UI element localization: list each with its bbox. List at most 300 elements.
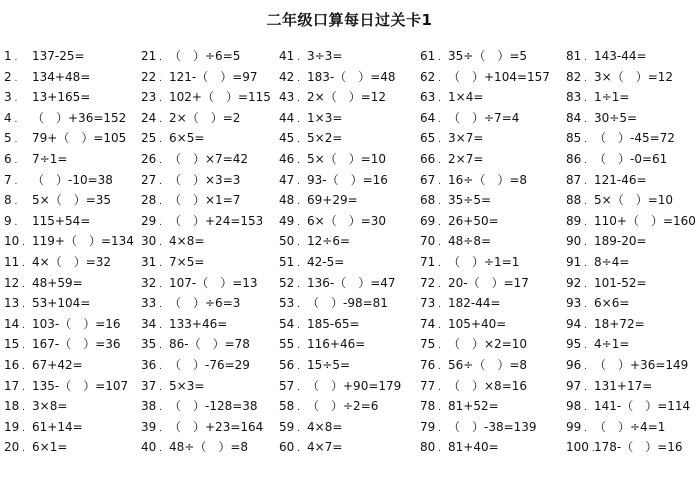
- problem-number: 23 .: [141, 87, 169, 110]
- problem-number: 19 .: [4, 417, 32, 440]
- problem-item: [141, 128, 281, 149]
- problem-item: [566, 67, 699, 88]
- problem-item: [566, 108, 699, 129]
- problem-item: [279, 128, 419, 149]
- problem-item: [566, 46, 699, 67]
- problem-expression: 26+50=: [448, 213, 499, 228]
- problem-number: 87 .: [566, 170, 594, 193]
- problem-expression: 53+104=: [32, 296, 91, 311]
- problem-expression: 12÷6=: [307, 234, 351, 249]
- problem-item: [4, 211, 144, 232]
- problem-expression: （ ）÷1=1: [448, 254, 520, 269]
- problem-number: 72 .: [420, 273, 448, 296]
- problem-item: [141, 108, 281, 129]
- problem-item: [4, 149, 144, 170]
- problem-expression: 136-（ ）=47: [307, 275, 396, 290]
- problem-expression: 69+29=: [307, 193, 358, 208]
- problem-expression: 3÷3=: [307, 49, 343, 63]
- problem-number: 47 .: [279, 170, 307, 193]
- problem-expression: 1×3=: [307, 110, 343, 125]
- problem-number: 59 .: [279, 417, 307, 440]
- problem-item: [566, 231, 699, 252]
- problem-number: 13 .: [4, 293, 32, 316]
- problem-number: 79 .: [420, 417, 448, 440]
- problem-expression: 1÷1=: [594, 90, 630, 105]
- problem-item: [420, 273, 560, 294]
- problem-item: [420, 108, 560, 129]
- problem-number: 55 .: [279, 334, 307, 357]
- problem-item: [141, 376, 281, 397]
- problem-number: 27 .: [141, 170, 169, 193]
- problem-expression: 48+59=: [32, 275, 83, 290]
- problem-number: 25 .: [141, 128, 169, 151]
- problem-item: [279, 149, 419, 170]
- problem-expression: 81+52=: [448, 399, 499, 414]
- problem-number: 84 .: [566, 108, 594, 131]
- problem-number: 41 .: [279, 46, 307, 69]
- problem-number: 66 .: [420, 149, 448, 172]
- problem-number: 97 .: [566, 376, 594, 399]
- problem-item: [566, 273, 699, 294]
- problem-number: 1 .: [4, 46, 32, 69]
- problem-expression: 6×5=: [169, 131, 205, 146]
- problem-number: 75 .: [420, 334, 448, 357]
- problem-expression: 6×1=: [32, 440, 68, 455]
- problem-expression: 48÷8=: [448, 234, 492, 249]
- problem-item: [4, 396, 144, 417]
- problem-expression: 5×3=: [169, 378, 205, 393]
- problem-item: [279, 293, 419, 314]
- problem-number: 40 .: [141, 437, 169, 460]
- problem-expression: （ ）-98=81: [307, 296, 388, 311]
- problem-expression: 4×7=: [307, 440, 343, 455]
- problem-number: 58 .: [279, 396, 307, 419]
- problem-item: [4, 355, 144, 376]
- problem-expression: （ ）-0=61: [594, 151, 668, 166]
- problem-number: 65 .: [420, 128, 448, 151]
- problem-number: 82 .: [566, 67, 594, 90]
- problem-item: [4, 128, 144, 149]
- problem-expression: 67+42=: [32, 357, 83, 372]
- problem-expression: 189-20=: [594, 234, 647, 249]
- problem-number: 15 .: [4, 334, 32, 357]
- problem-number: 21 .: [141, 46, 169, 69]
- problem-number: 29 .: [141, 211, 169, 234]
- problem-number: 62 .: [420, 67, 448, 90]
- problem-number: 85 .: [566, 128, 594, 151]
- problem-expression: 6×（ ）=30: [307, 213, 387, 228]
- problem-number: 2 .: [4, 67, 32, 90]
- problem-number: 96 .: [566, 355, 594, 378]
- problem-expression: （ ）×7=42: [169, 151, 249, 166]
- problem-item: [566, 417, 699, 438]
- problem-item: [420, 231, 560, 252]
- problem-column: [141, 46, 281, 458]
- problem-expression: （ ）+104=157: [448, 69, 550, 84]
- problem-item: [566, 376, 699, 397]
- problem-item: [141, 334, 281, 355]
- problem-item: [566, 293, 699, 314]
- problem-expression: （ ）×2=10: [448, 337, 528, 352]
- problem-expression: 119+（ ）=134: [32, 234, 134, 249]
- problem-expression: （ ）÷2=6: [307, 399, 379, 414]
- problem-item: [566, 170, 699, 191]
- problem-number: 56 .: [279, 355, 307, 378]
- problem-number: 91 .: [566, 252, 594, 275]
- problem-item: [4, 293, 144, 314]
- problem-number: 46 .: [279, 149, 307, 172]
- problem-number: 18 .: [4, 396, 32, 419]
- problem-expression: 121-（ ）=97: [169, 69, 258, 84]
- problem-expression: 4×8=: [307, 419, 343, 434]
- problem-item: [4, 437, 144, 458]
- problem-column: [420, 46, 560, 458]
- problem-expression: 167-（ ）=36: [32, 337, 121, 352]
- problem-item: [420, 437, 560, 458]
- problem-item: [141, 314, 281, 335]
- problem-expression: 103-（ ）=16: [32, 316, 121, 331]
- problem-number: 73 .: [420, 293, 448, 316]
- problem-item: [4, 170, 144, 191]
- problem-expression: 185-65=: [307, 316, 360, 331]
- problem-number: 28 .: [141, 190, 169, 213]
- problem-number: 52 .: [279, 273, 307, 296]
- problem-number: 81 .: [566, 46, 594, 69]
- problem-number: 60 .: [279, 437, 307, 460]
- problem-expression: （ ）÷6=5: [169, 49, 241, 63]
- problem-item: [141, 252, 281, 273]
- problem-item: [420, 252, 560, 273]
- problem-number: 10 .: [4, 231, 32, 254]
- problem-expression: （ ）×1=7: [169, 193, 241, 208]
- problem-expression: 86-（ ）=78: [169, 337, 250, 352]
- problem-expression: 143-44=: [594, 49, 647, 63]
- problem-number: 17 .: [4, 376, 32, 399]
- problem-item: [566, 334, 699, 355]
- problem-number: 12 .: [4, 273, 32, 296]
- problem-item: [4, 334, 144, 355]
- problem-expression: （ ）+23=164: [169, 419, 264, 434]
- problem-expression: 5×（ ）=10: [594, 193, 674, 208]
- problem-expression: 6×6=: [594, 296, 630, 311]
- problem-item: [566, 252, 699, 273]
- problem-number: 61 .: [420, 46, 448, 69]
- problem-expression: 102+（ ）=115: [169, 90, 271, 105]
- problem-number: 54 .: [279, 314, 307, 337]
- problem-expression: （ ）+36=152: [32, 110, 127, 125]
- problem-expression: 42-5=: [307, 254, 345, 269]
- problem-item: [566, 396, 699, 417]
- problem-expression: 137-25=: [32, 49, 85, 63]
- problem-expression: 8÷4=: [594, 254, 630, 269]
- problem-item: [420, 334, 560, 355]
- problem-item: [141, 67, 281, 88]
- problem-number: 89 .: [566, 211, 594, 234]
- problem-item: [420, 355, 560, 376]
- problem-item: [4, 417, 144, 438]
- problem-number: 64 .: [420, 108, 448, 131]
- problem-number: 69 .: [420, 211, 448, 234]
- problem-item: [141, 170, 281, 191]
- problem-expression: 178-（ ）=16: [594, 440, 683, 455]
- problem-number: 14 .: [4, 314, 32, 337]
- problem-number: 37 .: [141, 376, 169, 399]
- problem-item: [420, 293, 560, 314]
- problem-number: 92 .: [566, 273, 594, 296]
- problem-item: [4, 87, 144, 108]
- problem-expression: 3×8=: [32, 399, 68, 414]
- problem-number: 76 .: [420, 355, 448, 378]
- problem-item: [566, 211, 699, 232]
- problem-number: 44 .: [279, 108, 307, 131]
- problem-number: 9 .: [4, 211, 32, 234]
- problem-expression: 5×2=: [307, 131, 343, 146]
- problem-expression: 116+46=: [307, 337, 366, 352]
- problem-number: 36 .: [141, 355, 169, 378]
- problem-item: [279, 334, 419, 355]
- problem-item: [279, 355, 419, 376]
- problem-column: [4, 46, 144, 458]
- problem-expression: 18+72=: [594, 316, 645, 331]
- problem-item: [279, 87, 419, 108]
- problem-expression: 135-（ ）=107: [32, 378, 129, 393]
- problem-item: [420, 87, 560, 108]
- problem-item: [420, 149, 560, 170]
- problem-expression: （ ）÷7=4: [448, 110, 520, 125]
- problem-item: [141, 396, 281, 417]
- problem-item: [141, 273, 281, 294]
- problem-number: 68 .: [420, 190, 448, 213]
- problem-expression: 13+165=: [32, 90, 91, 105]
- problem-number: 53 .: [279, 293, 307, 316]
- problem-number: 83 .: [566, 87, 594, 110]
- problem-number: 94 .: [566, 314, 594, 337]
- problem-number: 35 .: [141, 334, 169, 357]
- problem-item: [420, 211, 560, 232]
- problem-number: 57 .: [279, 376, 307, 399]
- problem-item: [279, 314, 419, 335]
- problem-number: 43 .: [279, 87, 307, 110]
- problem-expression: 182-44=: [448, 296, 501, 311]
- problem-number: 71 .: [420, 252, 448, 275]
- problem-item: [420, 128, 560, 149]
- problem-number: 48 .: [279, 190, 307, 213]
- problem-number: 63 .: [420, 87, 448, 110]
- problem-item: [4, 190, 144, 211]
- problem-expression: 141-（ ）=114: [594, 399, 691, 414]
- problem-expression: 131+17=: [594, 378, 653, 393]
- problem-item: [4, 314, 144, 335]
- problem-number: 86 .: [566, 149, 594, 172]
- problem-expression: 5×（ ）=35: [32, 193, 112, 208]
- problem-expression: 35÷（ ）=5: [448, 49, 528, 63]
- problem-expression: 133+46=: [169, 316, 228, 331]
- problem-expression: 5×（ ）=10: [307, 151, 387, 166]
- problem-item: [279, 252, 419, 273]
- problem-number: 98 .: [566, 396, 594, 419]
- problem-item: [141, 190, 281, 211]
- problem-number: 24 .: [141, 108, 169, 131]
- problem-expression: 48÷（ ）=8: [169, 440, 249, 455]
- problem-number: 7 .: [4, 170, 32, 193]
- problem-number: 49 .: [279, 211, 307, 234]
- problem-expression: 105+40=: [448, 316, 507, 331]
- problem-item: [141, 437, 281, 458]
- problem-expression: （ ）-128=38: [169, 399, 258, 414]
- problem-expression: （ ）-76=29: [169, 357, 250, 372]
- problem-item: [566, 149, 699, 170]
- problem-number: 5 .: [4, 128, 32, 151]
- problem-item: [420, 417, 560, 438]
- problem-number: 70 .: [420, 231, 448, 254]
- problem-item: [279, 170, 419, 191]
- problem-number: 11 .: [4, 252, 32, 275]
- problem-number: 99 .: [566, 417, 594, 440]
- problem-number: 50 .: [279, 231, 307, 254]
- problem-number: 22 .: [141, 67, 169, 90]
- problem-item: [279, 67, 419, 88]
- problem-item: [420, 396, 560, 417]
- problem-item: [141, 417, 281, 438]
- problem-expression: （ ）×8=16: [448, 378, 528, 393]
- problem-number: 39 .: [141, 417, 169, 440]
- problem-item: [420, 376, 560, 397]
- problem-item: [4, 376, 144, 397]
- problem-item: [4, 46, 144, 67]
- problem-expression: 93-（ ）=16: [307, 172, 388, 187]
- problem-item: [4, 252, 144, 273]
- problem-item: [141, 293, 281, 314]
- problem-expression: 2×（ ）=12: [307, 90, 387, 105]
- problem-expression: （ ）+90=179: [307, 378, 402, 393]
- problem-item: [141, 355, 281, 376]
- problem-item: [279, 231, 419, 252]
- problem-number: 6 .: [4, 149, 32, 172]
- problem-expression: （ ）+24=153: [169, 213, 264, 228]
- problem-number: 34 .: [141, 314, 169, 337]
- problem-item: [141, 231, 281, 252]
- problem-expression: 121-46=: [594, 172, 647, 187]
- problem-number: 26 .: [141, 149, 169, 172]
- problem-item: [4, 231, 144, 252]
- problem-expression: 3×7=: [448, 131, 484, 146]
- problem-number: 33 .: [141, 293, 169, 316]
- problem-item: [279, 376, 419, 397]
- problem-expression: 2×（ ）=2: [169, 110, 241, 125]
- problem-number: 74 .: [420, 314, 448, 337]
- problem-item: [420, 170, 560, 191]
- problem-expression: 183-（ ）=48: [307, 69, 396, 84]
- problem-expression: 3×（ ）=12: [594, 69, 674, 84]
- problem-item: [279, 211, 419, 232]
- problem-expression: 107-（ ）=13: [169, 275, 258, 290]
- problem-expression: 2×7=: [448, 151, 484, 166]
- problem-expression: 4×8=: [169, 234, 205, 249]
- problem-number: 32 .: [141, 273, 169, 296]
- problem-grid: [4, 46, 699, 458]
- problem-number: 80 .: [420, 437, 448, 460]
- problem-item: [141, 211, 281, 232]
- problem-item: [420, 190, 560, 211]
- problem-item: [279, 417, 419, 438]
- problem-expression: 56÷（ ）=8: [448, 357, 528, 372]
- problem-expression: 4×（ ）=32: [32, 254, 112, 269]
- problem-number: 67 .: [420, 170, 448, 193]
- problem-expression: 1×4=: [448, 90, 484, 105]
- problem-expression: 110+（ ）=160: [594, 213, 696, 228]
- problem-expression: （ ）-45=72: [594, 131, 675, 146]
- problem-item: [566, 190, 699, 211]
- problem-expression: 61+14=: [32, 419, 83, 434]
- problem-item: [279, 190, 419, 211]
- problem-number: 3 .: [4, 87, 32, 110]
- problem-number: 77 .: [420, 376, 448, 399]
- problem-expression: 15÷5=: [307, 357, 351, 372]
- problem-expression: 30÷5=: [594, 110, 638, 125]
- problem-number: 95 .: [566, 334, 594, 357]
- problem-item: [566, 355, 699, 376]
- problem-item: [566, 437, 699, 458]
- problem-number: 31 .: [141, 252, 169, 275]
- problem-number: 8 .: [4, 190, 32, 213]
- problem-column: [566, 46, 699, 458]
- problem-number: 78 .: [420, 396, 448, 419]
- problem-expression: （ ）÷4=1: [594, 419, 666, 434]
- problem-item: [420, 314, 560, 335]
- problem-item: [420, 67, 560, 88]
- problem-number: 51 .: [279, 252, 307, 275]
- problem-number: 88 .: [566, 190, 594, 213]
- problem-item: [4, 108, 144, 129]
- problem-item: [141, 46, 281, 67]
- problem-number: 20 .: [4, 437, 32, 460]
- problem-item: [279, 437, 419, 458]
- problem-expression: 35÷5=: [448, 193, 492, 208]
- problem-expression: 16÷（ ）=8: [448, 172, 528, 187]
- problem-expression: （ ）-38=139: [448, 419, 537, 434]
- problem-item: [141, 149, 281, 170]
- problem-number: 93 .: [566, 293, 594, 316]
- problem-number: 45 .: [279, 128, 307, 151]
- problem-item: [566, 314, 699, 335]
- problem-expression: （ ）×3=3: [169, 172, 241, 187]
- problem-column: [279, 46, 419, 458]
- worksheet-title: 二年级口算每日过关卡1: [266, 11, 433, 29]
- problem-number: 16 .: [4, 355, 32, 378]
- problem-expression: 4÷1=: [594, 337, 630, 352]
- problem-item: [420, 46, 560, 67]
- problem-expression: 7×5=: [169, 254, 205, 269]
- problem-number: 38 .: [141, 396, 169, 419]
- problem-item: [141, 87, 281, 108]
- problem-item: [566, 87, 699, 108]
- problem-number: 90 .: [566, 231, 594, 254]
- problem-item: [279, 273, 419, 294]
- problem-expression: 115+54=: [32, 213, 91, 228]
- problem-expression: 81+40=: [448, 440, 499, 455]
- problem-item: [4, 67, 144, 88]
- problem-expression: 7÷1=: [32, 151, 68, 166]
- problem-item: [279, 46, 419, 67]
- problem-number: 4 .: [4, 108, 32, 131]
- problem-expression: 101-52=: [594, 275, 647, 290]
- problem-number: 100 .: [566, 437, 594, 460]
- problem-expression: 79+（ ）=105: [32, 131, 127, 146]
- problem-number: 30 .: [141, 231, 169, 254]
- problem-expression: 20-（ ）=17: [448, 275, 529, 290]
- problem-item: [279, 108, 419, 129]
- problem-item: [4, 273, 144, 294]
